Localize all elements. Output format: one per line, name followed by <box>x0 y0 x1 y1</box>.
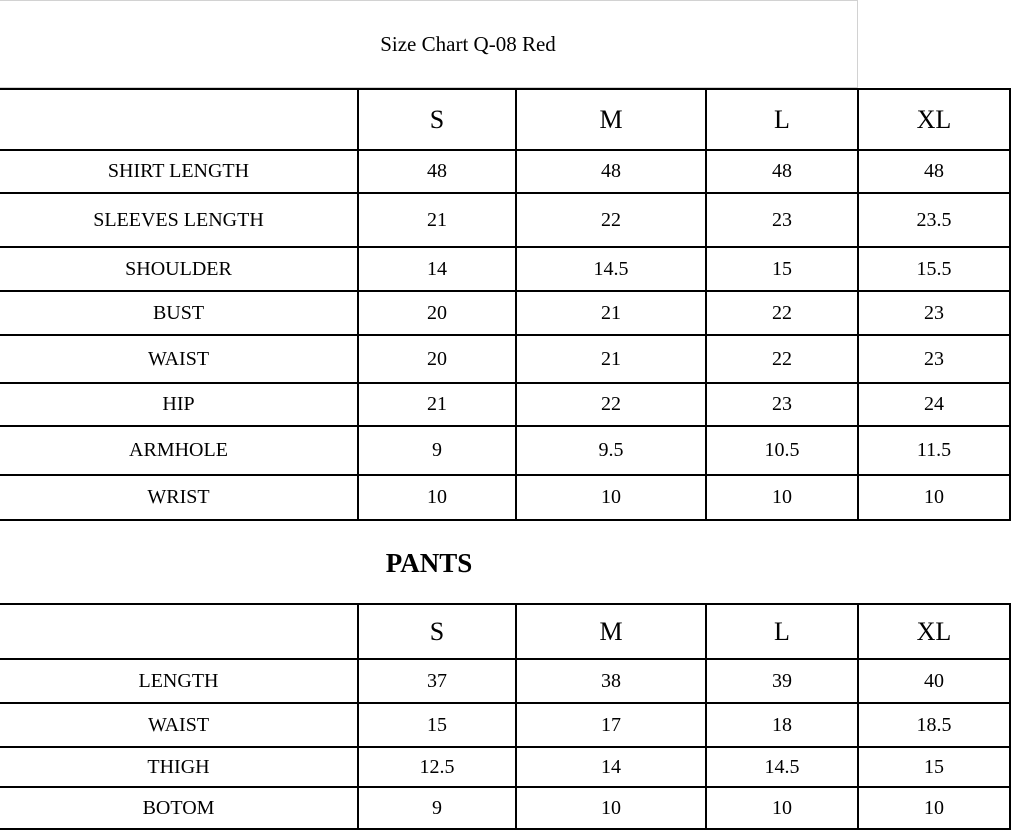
row-label: BUST <box>0 291 358 335</box>
table-row <box>0 703 1010 747</box>
table-cell: 48 <box>858 150 1010 193</box>
table-row <box>0 475 1010 520</box>
table-cell: 38 <box>516 659 706 703</box>
table-row <box>0 247 1010 291</box>
row-label: SHIRT LENGTH <box>0 150 358 193</box>
table-cell: 23 <box>706 193 858 247</box>
table-cell: 18.5 <box>858 703 1010 747</box>
row-label: SHOULDER <box>0 247 358 291</box>
table-cell: 21 <box>358 383 516 426</box>
table-cell: 14 <box>358 247 516 291</box>
pants-size-table <box>0 603 1011 830</box>
page-title: Size Chart Q-08 Red <box>380 31 556 56</box>
header-row <box>0 604 1010 659</box>
table-row <box>0 426 1010 475</box>
header-blank-cell <box>0 89 358 150</box>
table-cell: 22 <box>706 291 858 335</box>
row-label: BOTOM <box>0 787 358 829</box>
table-cell: 39 <box>706 659 858 703</box>
header-row <box>0 89 1010 150</box>
table-cell: 23 <box>858 291 1010 335</box>
size-header-m: M <box>516 604 706 659</box>
table-row <box>0 787 1010 829</box>
table-cell: 22 <box>516 193 706 247</box>
table-cell: 24 <box>858 383 1010 426</box>
table-cell: 48 <box>516 150 706 193</box>
table-cell: 10 <box>516 787 706 829</box>
table-cell: 10 <box>858 787 1010 829</box>
row-label: WAIST <box>0 335 358 383</box>
table-cell: 14.5 <box>516 247 706 291</box>
size-header-l: L <box>706 604 858 659</box>
table-cell: 22 <box>516 383 706 426</box>
header-blank-cell <box>0 604 358 659</box>
table-row <box>0 747 1010 787</box>
row-label: HIP <box>0 383 358 426</box>
size-header-xl: XL <box>858 89 1010 150</box>
pants-heading: PANTS <box>385 547 473 578</box>
table-cell: 14.5 <box>706 747 858 787</box>
table-cell: 12.5 <box>358 747 516 787</box>
table-cell: 10.5 <box>706 426 858 475</box>
table-cell: 23.5 <box>858 193 1010 247</box>
row-label: LENGTH <box>0 659 358 703</box>
row-label: WAIST <box>0 703 358 747</box>
table-cell: 14 <box>516 747 706 787</box>
table-cell: 10 <box>358 475 516 520</box>
shirt-size-table <box>0 88 1011 521</box>
table-cell: 17 <box>516 703 706 747</box>
row-label: WRIST <box>0 475 358 520</box>
table-cell: 21 <box>516 335 706 383</box>
table-cell: 48 <box>358 150 516 193</box>
table-cell: 21 <box>358 193 516 247</box>
size-header-s: S <box>358 604 516 659</box>
table-cell: 10 <box>706 787 858 829</box>
size-header-s: S <box>358 89 516 150</box>
table-cell: 10 <box>706 475 858 520</box>
size-header-l: L <box>706 89 858 150</box>
table-cell: 20 <box>358 291 516 335</box>
table-cell: 21 <box>516 291 706 335</box>
table-row <box>0 335 1010 383</box>
table-cell: 20 <box>358 335 516 383</box>
table-cell: 10 <box>858 475 1010 520</box>
table-row <box>0 291 1010 335</box>
table-cell: 15 <box>706 247 858 291</box>
table-row <box>0 193 1010 247</box>
table-cell: 9.5 <box>516 426 706 475</box>
table-row <box>0 659 1010 703</box>
table-cell: 23 <box>706 383 858 426</box>
table-cell: 9 <box>358 787 516 829</box>
row-label: SLEEVES LENGTH <box>0 193 358 247</box>
table-cell: 15.5 <box>858 247 1010 291</box>
table-cell: 18 <box>706 703 858 747</box>
table-cell: 40 <box>858 659 1010 703</box>
row-label: THIGH <box>0 747 358 787</box>
table-cell: 48 <box>706 150 858 193</box>
row-label: ARMHOLE <box>0 426 358 475</box>
table-cell: 10 <box>516 475 706 520</box>
table-cell: 23 <box>858 335 1010 383</box>
size-header-m: M <box>516 89 706 150</box>
table-cell: 15 <box>358 703 516 747</box>
table-cell: 22 <box>706 335 858 383</box>
table-cell: 37 <box>358 659 516 703</box>
table-cell: 9 <box>358 426 516 475</box>
size-header-xl: XL <box>858 604 1010 659</box>
table-row <box>0 150 1010 193</box>
table-cell: 15 <box>858 747 1010 787</box>
table-cell: 11.5 <box>858 426 1010 475</box>
table-row <box>0 383 1010 426</box>
